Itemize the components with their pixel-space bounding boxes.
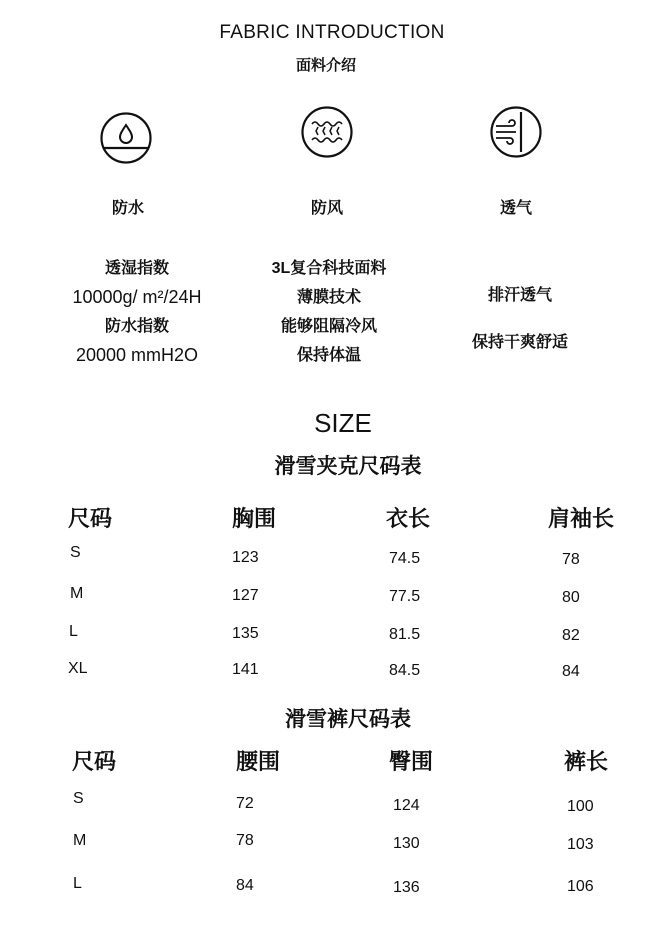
jacket-header-size: 尺码 xyxy=(68,506,113,531)
feature-label-waterproof: 防水 xyxy=(111,200,144,217)
dry-comfort-line: 保持干爽舒适 xyxy=(471,334,568,351)
jacket-cell-chest: 123 xyxy=(232,549,259,566)
moisture-permeability-value: 10000g/ m²/24H xyxy=(72,287,202,307)
jacket-cell-sleeve: 82 xyxy=(562,627,580,644)
pants-cell-waist: 84 xyxy=(236,877,254,894)
pants-header-hip: 臀围 xyxy=(389,749,434,774)
waterproof-index-label: 防水指数 xyxy=(104,318,169,335)
pants-header-length: 裤长 xyxy=(564,749,609,774)
pants-cell-size: L xyxy=(73,875,82,892)
jacket-cell-size: XL xyxy=(68,660,88,677)
moisture-permeability-label: 透湿指数 xyxy=(104,260,169,277)
breathable-description xyxy=(450,272,590,366)
breathable-wind-icon xyxy=(488,104,544,160)
pants-table-title: 滑雪裤尺码表 xyxy=(285,708,411,731)
jacket-header-sleeve: 肩袖长 xyxy=(548,506,615,531)
jacket-cell-size: L xyxy=(69,623,78,640)
pants-cell-length: 100 xyxy=(567,798,594,815)
size-title: SIZE xyxy=(314,408,372,438)
jacket-cell-length: 81.5 xyxy=(389,626,421,643)
jacket-table-title: 滑雪夹克尺码表 xyxy=(274,455,422,478)
windproof-layers-icon xyxy=(299,104,355,160)
pants-header-waist: 腰围 xyxy=(236,749,281,774)
pants-cell-size: S xyxy=(73,790,84,807)
feature-label-windproof: 防风 xyxy=(310,200,343,217)
waterproof-index-value: 20000 mmH2O xyxy=(75,345,199,365)
pants-cell-hip: 130 xyxy=(393,835,420,852)
pants-cell-waist: 78 xyxy=(236,832,254,849)
jacket-cell-size: S xyxy=(70,544,81,561)
membrane-tech-line: 薄膜技术 xyxy=(296,289,361,306)
fabric-tech-line: 3L复合科技面料 xyxy=(271,260,387,277)
windproof-description xyxy=(244,254,414,370)
jacket-cell-chest: 141 xyxy=(232,661,259,678)
jacket-cell-length: 74.5 xyxy=(389,550,421,567)
jacket-cell-length: 84.5 xyxy=(389,662,421,679)
jacket-cell-length: 77.5 xyxy=(389,588,421,605)
pants-cell-length: 106 xyxy=(567,878,594,895)
jacket-cell-sleeve: 78 xyxy=(562,551,580,568)
pants-cell-waist: 72 xyxy=(236,795,254,812)
jacket-header-chest: 胸围 xyxy=(232,506,277,531)
sweat-breathable-line: 排汗透气 xyxy=(487,287,552,304)
pants-cell-size: M xyxy=(73,832,87,849)
fabric-title-en: FABRIC INTRODUCTION xyxy=(219,22,445,43)
feature-label-breathable: 透气 xyxy=(499,200,532,217)
jacket-cell-chest: 127 xyxy=(232,587,259,604)
jacket-cell-sleeve: 84 xyxy=(562,663,580,680)
fabric-title-cn: 面料介绍 xyxy=(295,57,356,74)
pants-cell-hip: 136 xyxy=(393,879,420,896)
jacket-cell-size: M xyxy=(70,585,84,602)
keep-warm-line: 保持体温 xyxy=(296,347,361,364)
waterproof-drop-icon xyxy=(98,110,154,166)
pants-header-size: 尺码 xyxy=(72,749,117,774)
pants-cell-length: 103 xyxy=(567,836,594,853)
jacket-header-length: 衣长 xyxy=(386,506,431,531)
block-wind-line: 能够阻隔冷风 xyxy=(280,318,377,335)
jacket-cell-chest: 135 xyxy=(232,625,259,642)
pants-cell-hip: 124 xyxy=(393,797,420,814)
waterproof-description xyxy=(47,254,227,370)
jacket-cell-sleeve: 80 xyxy=(562,589,580,606)
